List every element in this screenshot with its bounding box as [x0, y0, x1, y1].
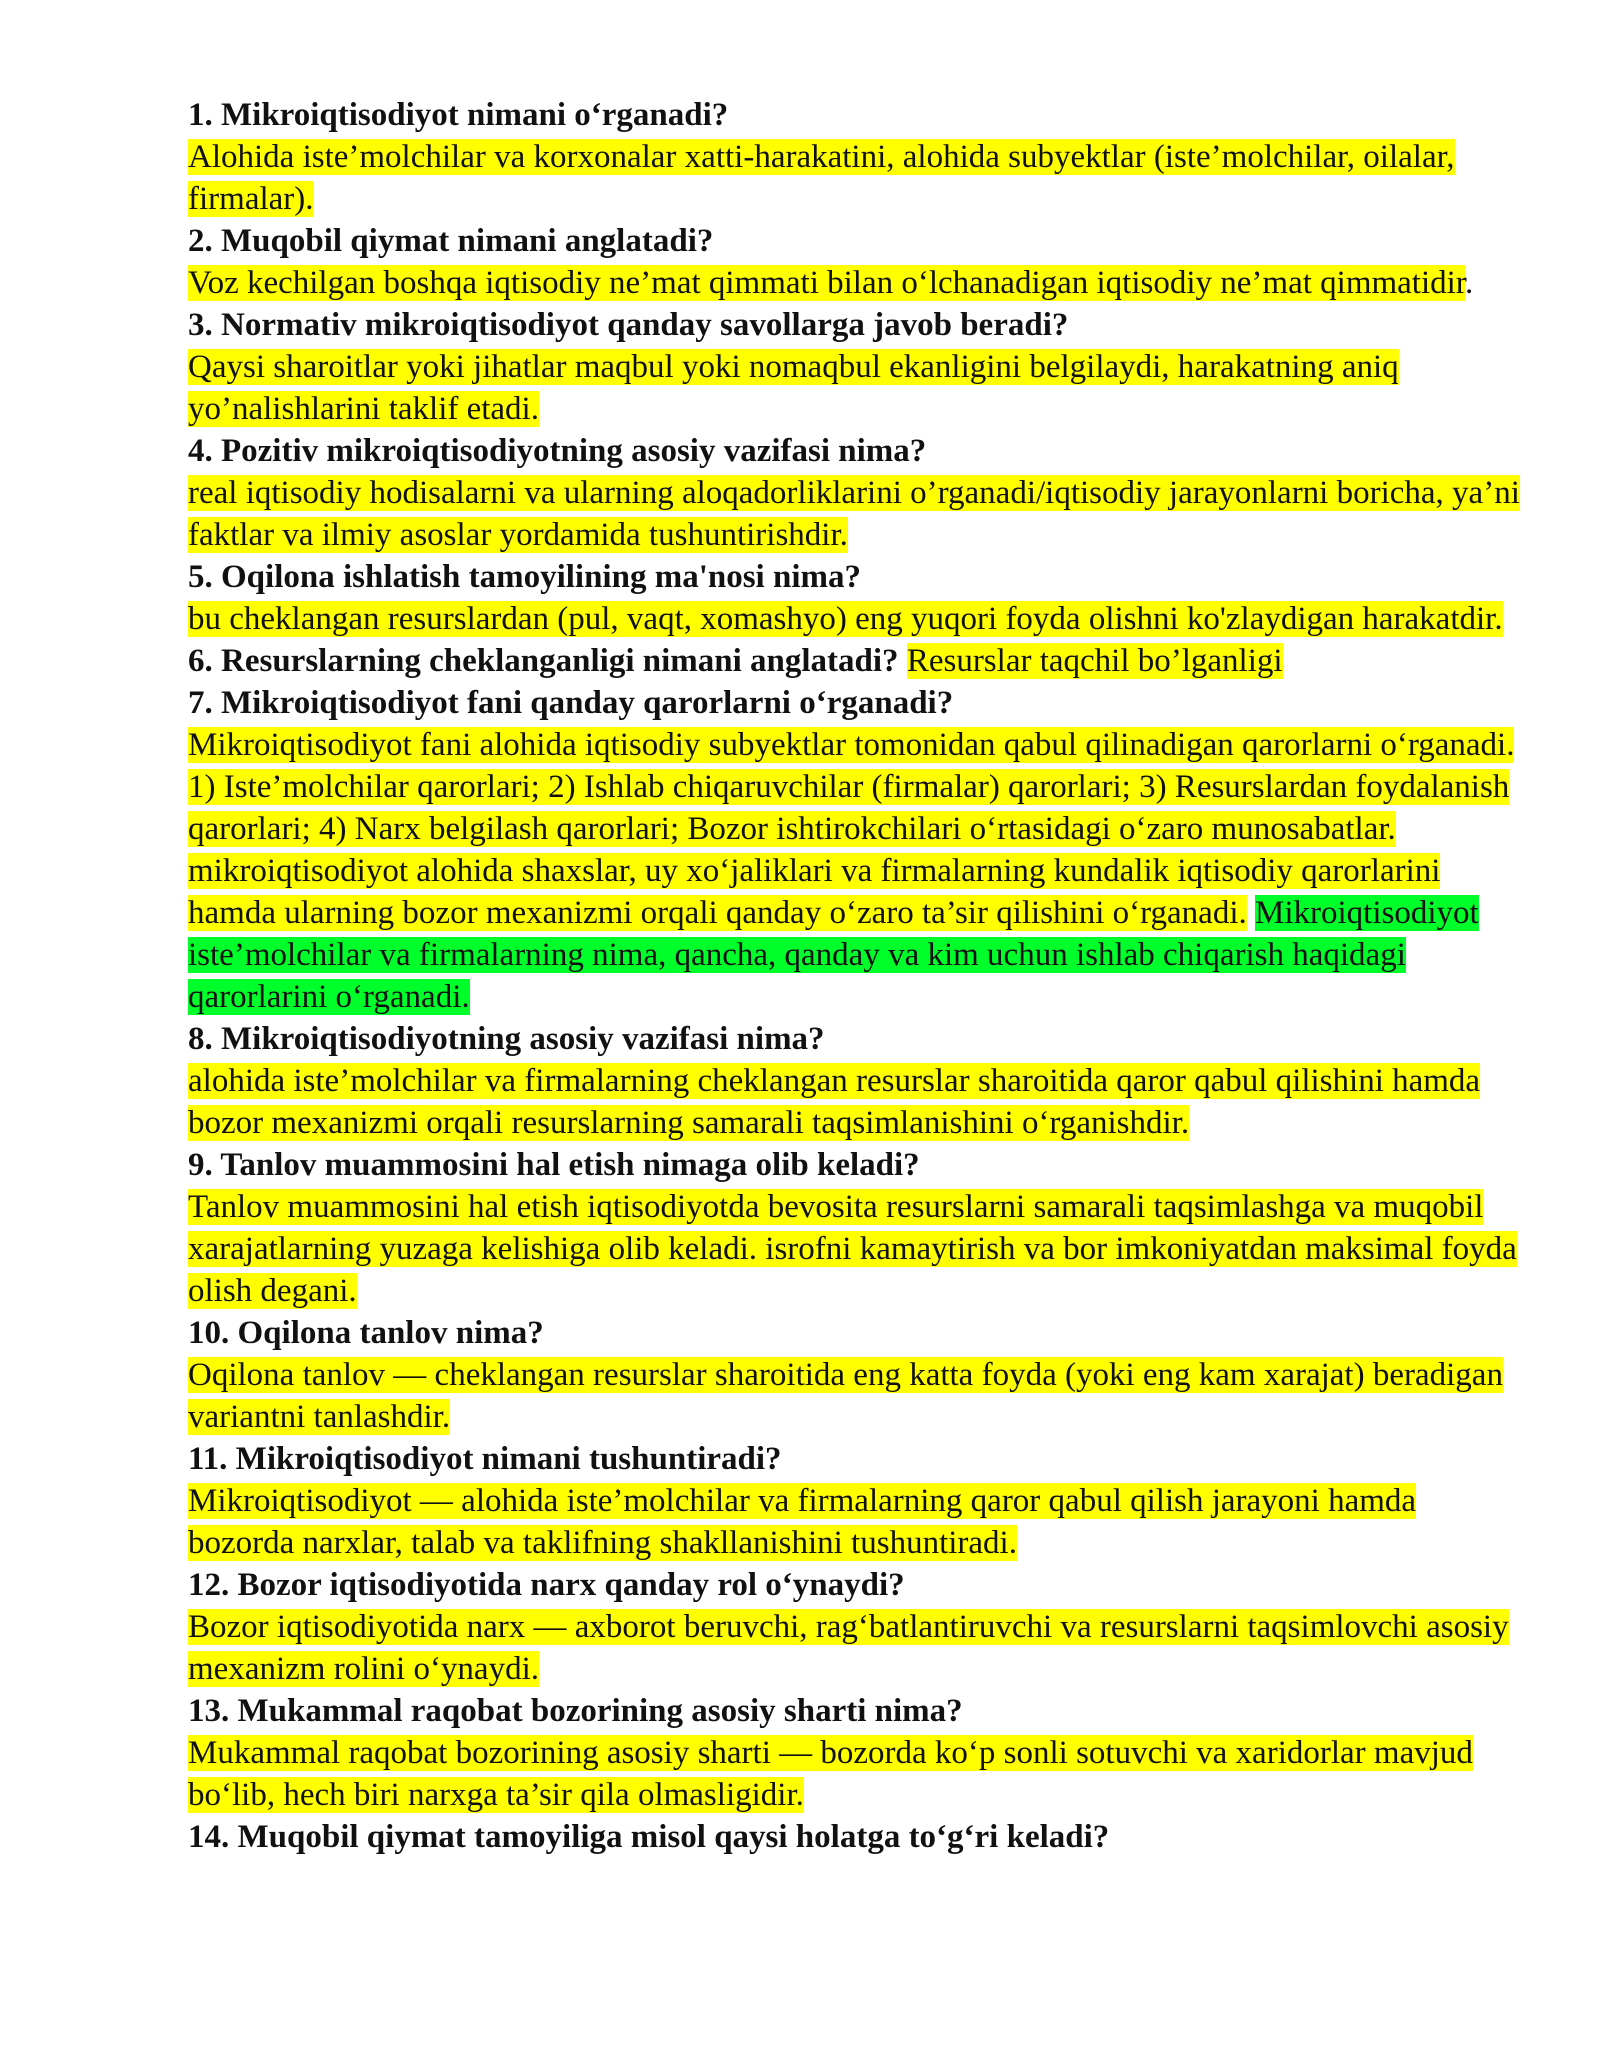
question-9: 9. Tanlov muammosini hal etish nimaga olib keladi?: [188, 1147, 920, 1183]
question-6: [188, 640, 1528, 682]
question-1: 1. Mikroiqtisodiyot nimani o‘rganadi?: [188, 97, 729, 133]
answer-8: [188, 1060, 1528, 1144]
answer-11: [188, 1480, 1528, 1564]
answer-6-inline: Resurslar taqchil bo’lganligi: [906, 643, 1283, 679]
question-3: 3. Normativ mikroiqtisodiyot qanday savollarga javob beradi?: [188, 307, 1069, 343]
answer-3: [188, 346, 1528, 430]
answer-9: [188, 1186, 1528, 1312]
question-7: 7. Mikroiqtisodiyot fani qanday qarorlarni o‘rganadi?: [188, 685, 954, 721]
answer-2-tail: .: [1464, 265, 1474, 301]
answer-7-green-text: Mikroiqtisodiyot iste’molchilar va firmalarning nima, qancha, qanday va kim uchun ishlab chiqarish haqidagi qarorlarini o‘rganadi.: [188, 895, 1479, 1015]
question-14: 14. Muqobil qiymat tamoyiliga misol qaysi holatga to‘g‘ri keladi?: [188, 1819, 1110, 1855]
question-4: 4. Pozitiv mikroiqtisodiyotning asosiy vazifasi nima?: [188, 433, 927, 469]
answer-4: [188, 472, 1528, 556]
answer-11-text: Mikroiqtisodiyot — alohida iste’molchilar va firmalarning qaror qabul qilish jarayoni hamda bozorda narxlar, talab va taklifning shakllanishini tushuntiradi.: [188, 1483, 1417, 1561]
question-11: 11. Mikroiqtisodiyot nimani tushuntiradi?: [188, 1441, 782, 1477]
question-13: 13. Mukammal raqobat bozorining asosiy sharti nima?: [188, 1693, 963, 1729]
answer-12-text: Bozor iqtisodiyotida narx — axborot beruvchi, rag‘batlantiruvchi va resurslarni taqsimlovchi asosiy mexanizm rolini o‘ynaydi.: [188, 1609, 1509, 1687]
question-10: 10. Oqilona tanlov nima?: [188, 1315, 544, 1351]
answer-7-text: Mikroiqtisodiyot fani alohida iqtisodiy subyektlar tomonidan qabul qilinadigan qarorlarni o‘rganadi. 1) Iste’molchilar qarorlari; 2) Ishlab chiqaruvchilar (firmalar) qarorlari; 3) Resurslardan foydalanish qarorlari; 4) Narx belgilash qarorlari; Bozor ishtirokchilari o‘rtasidagi o‘zaro munosabatlar. mikroiqtisodiyot alohida shaxslar, uy xo‘jaliklari va firmalarning kundalik iqtisodiy qarorlarini hamda ularning bozor mexanizmi orqali qanday o‘zaro ta’sir qilishini o‘rganadi.: [188, 727, 1515, 931]
answer-5-text: bu cheklangan resurslardan (pul, vaqt, xomashyo) eng yuqori foyda olishni ko'zlaydigan harakatdir.: [188, 601, 1503, 637]
answer-5: [188, 598, 1528, 640]
answer-2-text: Voz kechilgan boshqa iqtisodiy ne’mat qimmati bilan o‘lchanadigan iqtisodiy ne’mat qimmatidir: [188, 265, 1465, 301]
answer-13: [188, 1732, 1528, 1816]
answer-4-text: real iqtisodiy hodisalarni va ularning aloqadorliklarini o’rganadi/iqtisodiy jarayonlarni boricha, ya’ni faktlar va ilmiy asoslar yordamida tushuntirishdir.: [188, 475, 1520, 553]
answer-13-text: Mukammal raqobat bozorining asosiy sharti — bozorda ko‘p sonli sotuvchi va xaridorlar mavjud bo‘lib, hech biri narxga ta’sir qila olmasligidir.: [188, 1735, 1473, 1813]
question-5: 5. Oqilona ishlatish tamoyilining ma'nosi nima?: [188, 559, 861, 595]
answer-9-text: Tanlov muammosini hal etish iqtisodiyotda bevosita resurslarni samarali taqsimlashga va muqobil xarajatlarning yuzaga kelishiga olib keladi. isrofni kamaytirish va bor imkoniyatdan maksimal foyda olish degani.: [188, 1189, 1517, 1309]
answer-1: [188, 136, 1528, 220]
question-12: 12. Bozor iqtisodiyotida narx qanday rol o‘ynaydi?: [188, 1567, 905, 1603]
answer-1-text: Alohida iste’molchilar va korxonalar xatti-harakatini, alohida subyektlar (iste’molchilar, oilalar, firmalar).: [188, 139, 1455, 217]
answer-12: [188, 1606, 1528, 1690]
document-page: [188, 94, 1528, 1858]
answer-3-text: Qaysi sharoitlar yoki jihatlar maqbul yoki nomaqbul ekanligini belgilaydi, harakatning aniq yo’nalishlarini taklif etadi.: [188, 349, 1399, 427]
answer-8-text: alohida iste’molchilar va firmalarning cheklangan resurslar sharoitida qaror qabul qilishini hamda bozor mexanizmi orqali resurslarning samarali taqsimlanishini o‘rganishdir.: [188, 1063, 1481, 1141]
answer-10: [188, 1354, 1528, 1438]
answer-2: [188, 262, 1528, 304]
question-6-text: 6. Resurslarning cheklanganligi nimani anglatadi?: [188, 643, 899, 679]
question-8: 8. Mikroiqtisodiyotning asosiy vazifasi nima?: [188, 1021, 825, 1057]
answer-7: [188, 724, 1528, 1018]
question-2: 2. Muqobil qiymat nimani anglatadi?: [188, 223, 714, 259]
answer-10-text: Oqilona tanlov — cheklangan resurslar sharoitida eng katta foyda (yoki eng kam xarajat) beradigan variantni tanlashdir.: [188, 1357, 1503, 1435]
